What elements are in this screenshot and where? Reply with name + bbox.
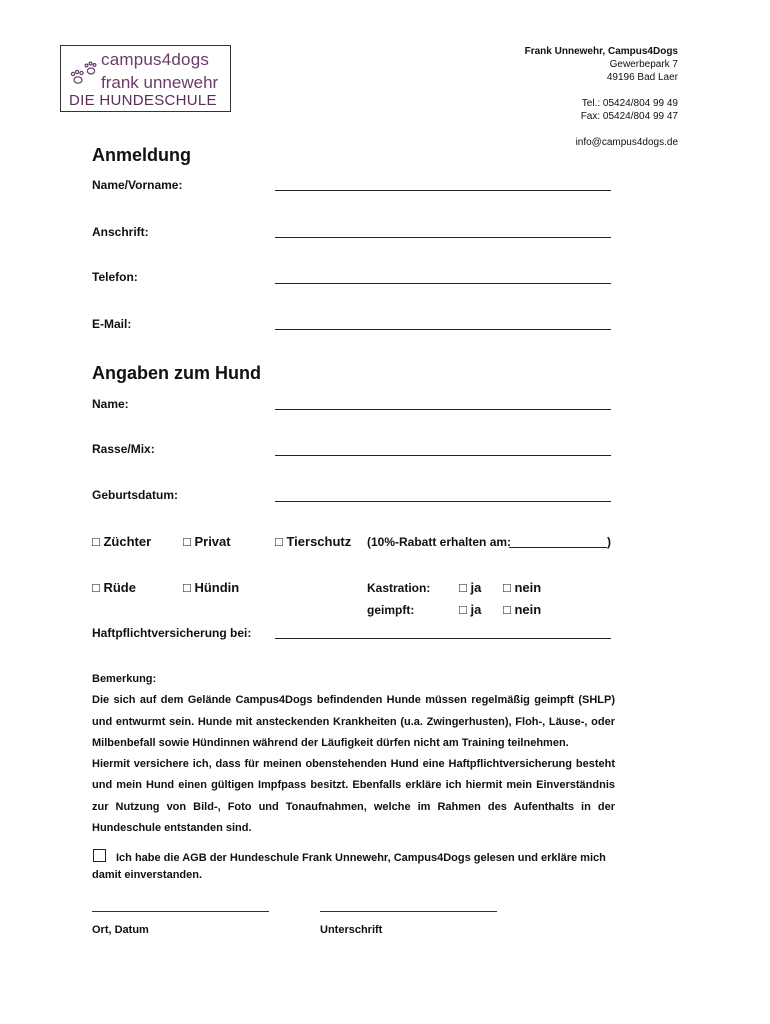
signature-line[interactable] [320, 911, 497, 912]
name-field[interactable] [275, 189, 611, 191]
contact-street: Gewerbepark 7 [609, 59, 678, 70]
address-field[interactable] [275, 236, 611, 238]
breed-field[interactable] [275, 454, 611, 456]
birthdate-label: Geburtsdatum: [92, 488, 179, 502]
contact-city: 49196 Bad Laer [606, 72, 678, 83]
contact-email: info@campus4dogs.de [575, 137, 678, 148]
checkbox-male[interactable]: □ Rüde [92, 580, 136, 595]
phone-label: Telefon: [92, 270, 138, 284]
discount-label: (10%-Rabatt erhalten am: [367, 535, 512, 549]
checkbox-breeder[interactable]: □ Züchter [92, 534, 152, 549]
place-date-label: Ort, Datum [92, 924, 149, 936]
logo-line-name: frank unnewehr [101, 73, 219, 92]
remarks-paragraph-consent: Hiermit versichere ich, dass für meinen obenstehenden Hund eine Haftpflichtversicherung besteht und mein Hund einen gültigen Impfpass besitzt. Ebenfalls erkläre ich hiermit mein Einverständnis zur Nutzung von Bild-, Foto und Tonaufnahmen, welche im Rahmen des Aufenthalts in der Hundeschule entstanden sind. [92, 758, 615, 835]
dog-name-field[interactable] [275, 408, 611, 410]
vaccinated-yes-checkbox[interactable]: □ ja [459, 602, 482, 617]
school-logo [60, 45, 231, 112]
dog-name-label: Name: [92, 397, 129, 411]
checkbox-shelter[interactable]: □ Tierschutz [275, 534, 352, 549]
logo-line-school: DIE HUNDESCHULE [69, 92, 217, 109]
email-label: E-Mail: [92, 317, 132, 331]
checkbox-female[interactable]: □ Hündin [183, 580, 240, 595]
agb-text: Ich habe die AGB der Hundeschule Frank Unnewehr, Campus4Dogs gelesen und erkläre mich damit einverstanden. [92, 852, 606, 881]
paw-prints-icon [69, 60, 101, 90]
address-label: Anschrift: [92, 225, 149, 239]
dog-section-title: Angaben zum Hund [92, 363, 261, 383]
registration-title: Anmeldung [92, 145, 191, 165]
contact-block [525, 45, 678, 149]
remarks-block [92, 669, 615, 839]
phone-field[interactable] [275, 282, 611, 284]
insurance-label: Haftpflichtversicherung bei: [92, 626, 252, 640]
name-label: Name/Vorname: [92, 178, 183, 192]
castration-label: Kastration: [367, 581, 431, 595]
checkbox-private[interactable]: □ Privat [183, 534, 231, 549]
remarks-heading: Bemerkung: [92, 673, 157, 685]
place-date-line[interactable] [92, 911, 269, 912]
vaccinated-no-checkbox[interactable]: □ nein [503, 602, 542, 617]
vaccinated-label: geimpft: [367, 603, 415, 617]
contact-fax: Fax: 05424/804 99 47 [580, 111, 678, 122]
logo-line-campus4dogs: campus4dogs [101, 50, 210, 69]
signature-label: Unterschrift [320, 924, 383, 936]
remarks-paragraph-health: Die sich auf dem Gelände Campus4Dogs befindenden Hunde müssen regelmäßig geimpft (SHLP) und entwurmt sein. Hunde mit ansteckenden Krankheiten (u.a. Zwingerhusten), Floh-, Läuse-, oder Milbenbefall sowie Hündinnen während der Läufigkeit dürfen nicht am Training teilnehmen. [92, 694, 615, 749]
discount-date-field[interactable] [509, 546, 607, 548]
agb-statement [92, 850, 612, 884]
birthdate-field[interactable] [275, 500, 611, 502]
email-field[interactable] [275, 328, 611, 330]
discount-close-paren: ) [607, 535, 611, 549]
breed-label: Rasse/Mix: [92, 442, 155, 456]
contact-name: Frank Unnewehr, Campus4Dogs [524, 46, 678, 57]
contact-tel: Tel.: 05424/804 99 49 [581, 98, 678, 109]
castration-no-checkbox[interactable]: □ nein [503, 580, 542, 595]
castration-yes-checkbox[interactable]: □ ja [459, 580, 482, 595]
insurance-field[interactable] [275, 637, 611, 639]
